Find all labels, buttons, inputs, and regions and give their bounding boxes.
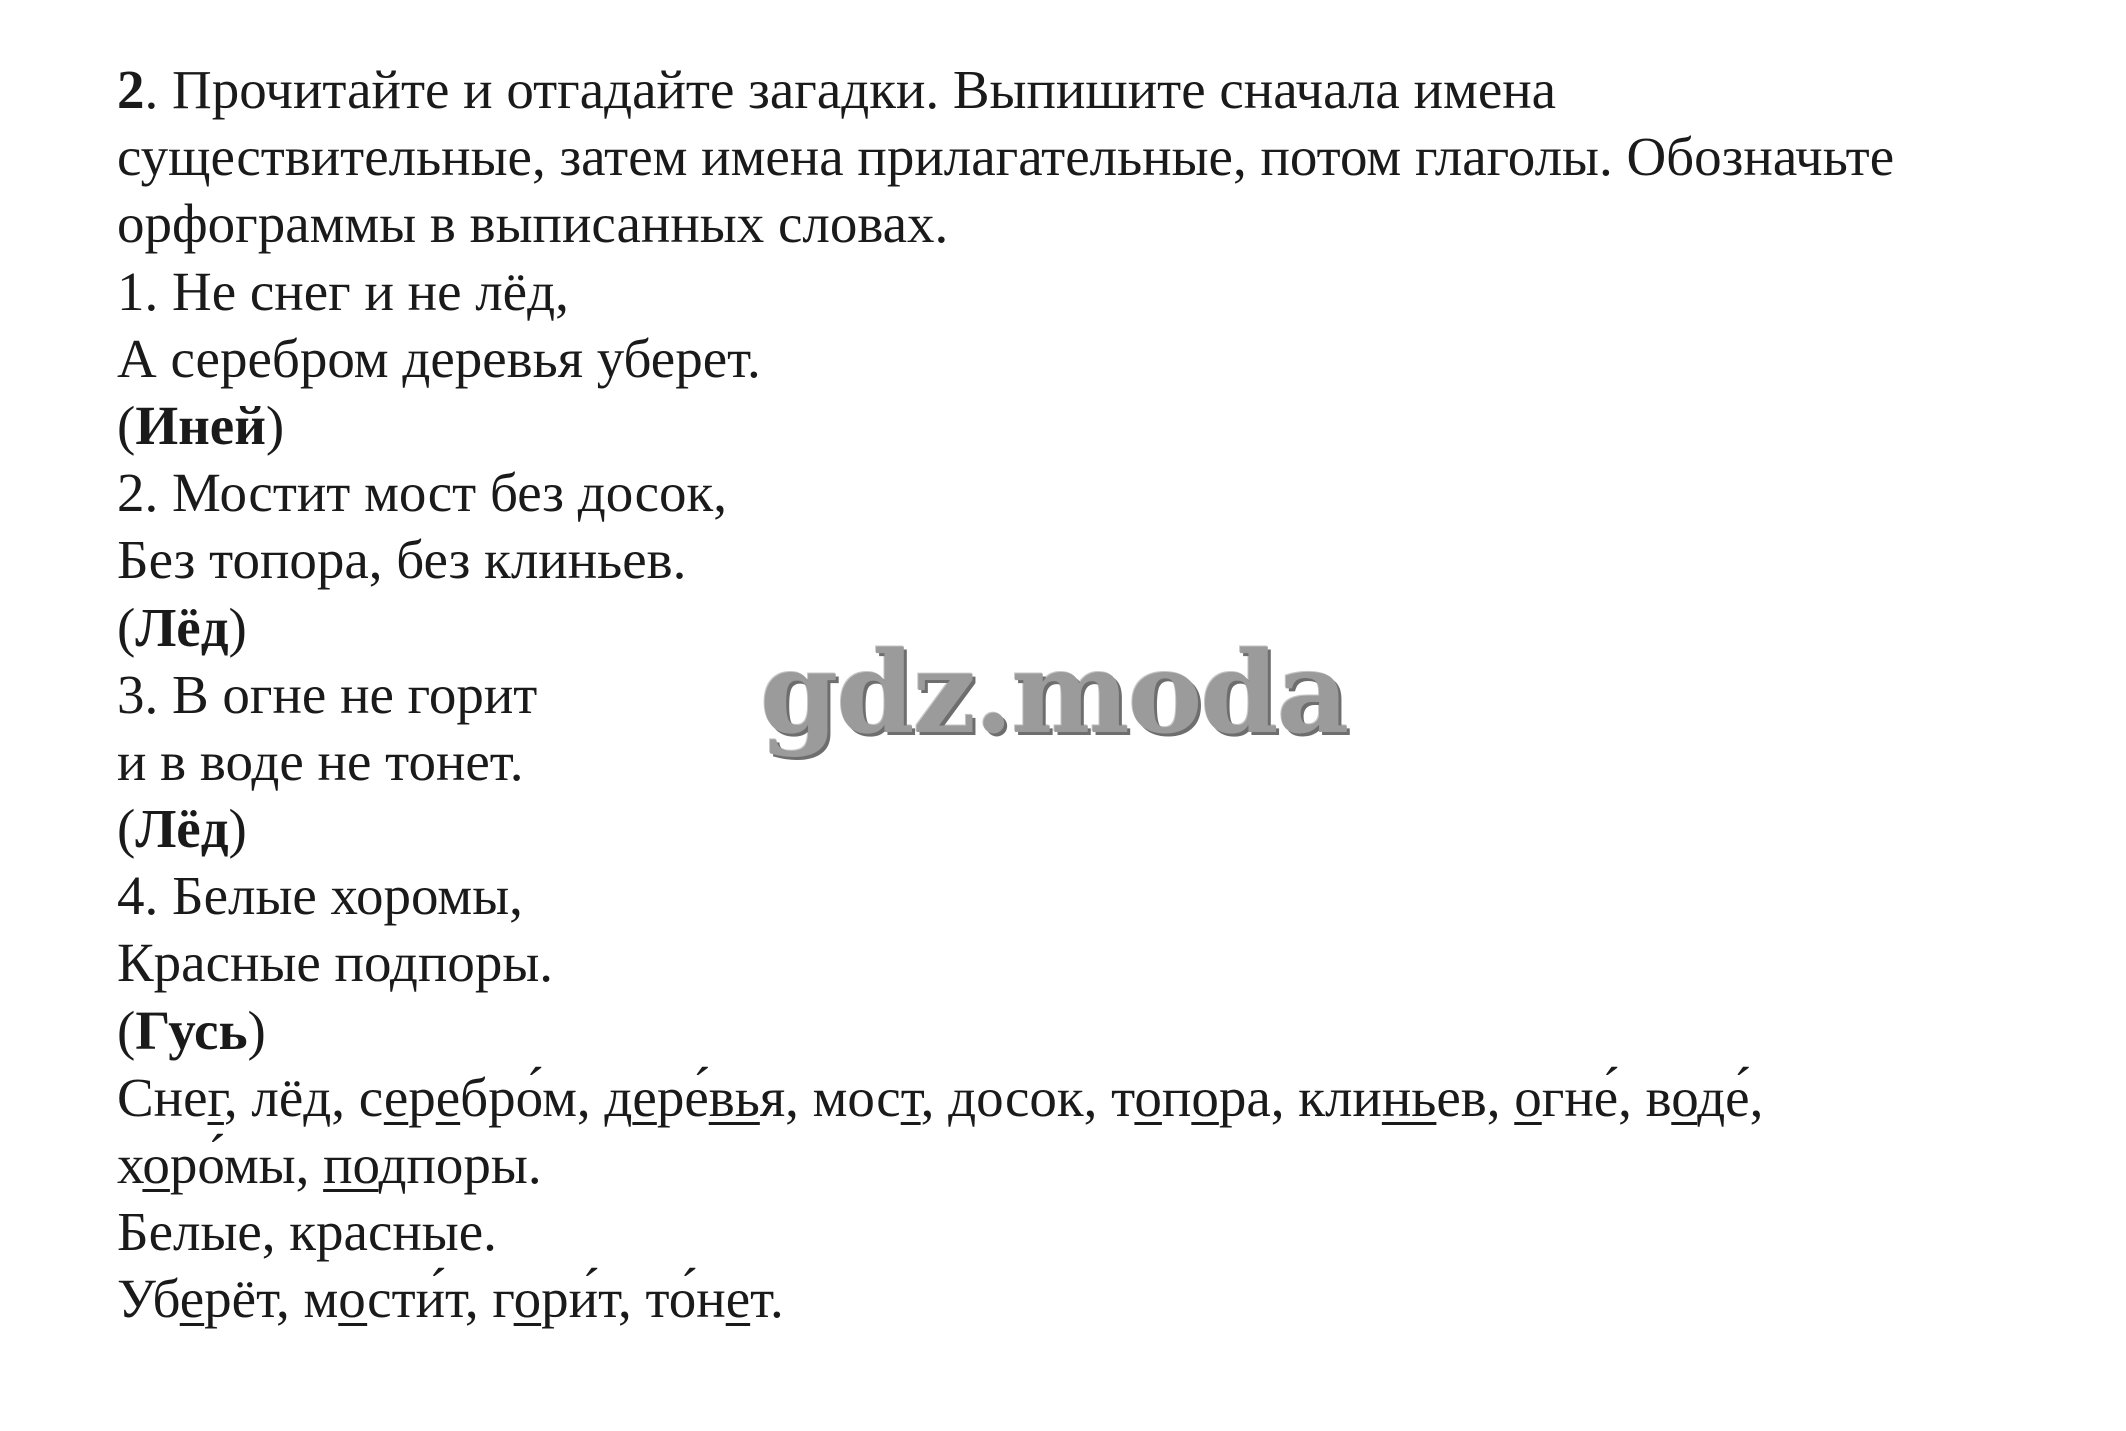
orthogram-mark: е bbox=[179, 1268, 205, 1330]
answer-verbs bbox=[117, 1265, 2077, 1332]
riddle-1-line-1: 1. Не снег и не лёд, bbox=[117, 260, 569, 322]
riddle-1-line-2: А серебром деревья уберет. bbox=[117, 327, 761, 389]
orthogram-mark: г bbox=[207, 1066, 224, 1128]
riddle-2-line-1: 2. Мостит мост без досок, bbox=[117, 462, 727, 524]
word-fragment: р bbox=[408, 1066, 436, 1128]
riddle-1-answer-word: Иней bbox=[135, 394, 266, 456]
word-fragment: Уб bbox=[117, 1268, 180, 1330]
orthogram-mark: нь bbox=[1381, 1066, 1437, 1128]
task-line-3: орфограммы в выписанных словах. bbox=[117, 193, 949, 255]
word-fragment: ев, bbox=[1436, 1066, 1515, 1128]
riddle-3-answer-word: Лёд bbox=[135, 798, 229, 860]
orthogram-mark: о bbox=[1134, 1066, 1162, 1128]
riddle-4-answer-word: Гусь bbox=[135, 999, 248, 1061]
riddle-1-answer: (Иней) bbox=[117, 394, 285, 456]
riddle-2-answer-word: Лёд bbox=[135, 596, 229, 658]
word-fragment: п bbox=[1161, 1066, 1192, 1128]
riddle-3-line-1: 3. В огне не горит bbox=[117, 663, 538, 725]
riddle-3-line-2: и в воде не тонет. bbox=[117, 730, 524, 792]
word-fragment: , лё bbox=[223, 1066, 304, 1128]
riddle-2-line-2: Без топора, без клиньев. bbox=[117, 529, 687, 591]
orthogram-mark: е bbox=[632, 1066, 657, 1128]
answer-nouns-line-2 bbox=[117, 1131, 2077, 1198]
task-line-2: существительные, затем имена прилагательные, потом глаголы. Обозначьте bbox=[117, 126, 1895, 188]
word-fragment: Сне bbox=[117, 1066, 208, 1128]
word-fragment: дпоры. bbox=[378, 1134, 542, 1195]
word-fragment: сти́т, г bbox=[367, 1268, 514, 1330]
word-fragment: ре́ bbox=[656, 1066, 709, 1128]
word-fragment: рёт, м bbox=[204, 1268, 339, 1330]
word-fragment: ри́т, то́н bbox=[541, 1268, 726, 1330]
answer-adjectives: Белые, красные. bbox=[117, 1201, 497, 1263]
orthogram-mark: о bbox=[1191, 1066, 1219, 1128]
word-fragment: де́, bbox=[1697, 1066, 1764, 1128]
task-number: 2 bbox=[117, 59, 145, 120]
riddle-2-answer: (Лёд) bbox=[117, 596, 247, 658]
word-fragment: бро́м, д bbox=[460, 1066, 633, 1128]
word-fragment: , досок, т bbox=[920, 1066, 1135, 1128]
orthogram-mark: о bbox=[142, 1134, 170, 1195]
orthogram-mark: по bbox=[323, 1134, 379, 1195]
word-fragment: гне́, в bbox=[1541, 1066, 1672, 1128]
word-fragment: ро́мы, bbox=[169, 1134, 324, 1195]
word-fragment: ра, кли bbox=[1218, 1066, 1382, 1128]
riddle-4-line-2: Красные подпоры. bbox=[117, 932, 554, 994]
word-fragment: , с bbox=[331, 1066, 384, 1128]
orthogram-mark: т bbox=[900, 1066, 921, 1128]
riddle-4-answer: (Гусь) bbox=[117, 999, 266, 1061]
orthogram-mark: о bbox=[338, 1268, 368, 1330]
orthogram-mark: е bbox=[725, 1268, 751, 1330]
watermark-logo: gdz.moda bbox=[760, 628, 1348, 759]
orthogram-mark: е bbox=[383, 1066, 409, 1128]
orthogram-mark: е bbox=[435, 1066, 461, 1128]
riddle-3-answer: (Лёд) bbox=[117, 798, 247, 860]
word-fragment: х bbox=[117, 1134, 143, 1195]
task-line-1 bbox=[117, 56, 2077, 123]
word-fragment: т. bbox=[750, 1268, 784, 1330]
answer-nouns-line-1 bbox=[117, 1064, 2077, 1131]
riddle-4-line-1: 4. Белые хоромы, bbox=[117, 865, 523, 927]
orthogram-mark: о bbox=[513, 1268, 542, 1330]
orthogram-mark: вь bbox=[708, 1066, 760, 1128]
task-text-1: . Прочитайте и отгадайте загадки. Выпишите сначала имена bbox=[144, 59, 1557, 120]
orthogram-mark: о bbox=[1514, 1066, 1542, 1128]
orthogram-mark: д bbox=[303, 1066, 332, 1128]
word-fragment: я, мос bbox=[759, 1066, 901, 1128]
orthogram-mark: о bbox=[1671, 1066, 1698, 1128]
